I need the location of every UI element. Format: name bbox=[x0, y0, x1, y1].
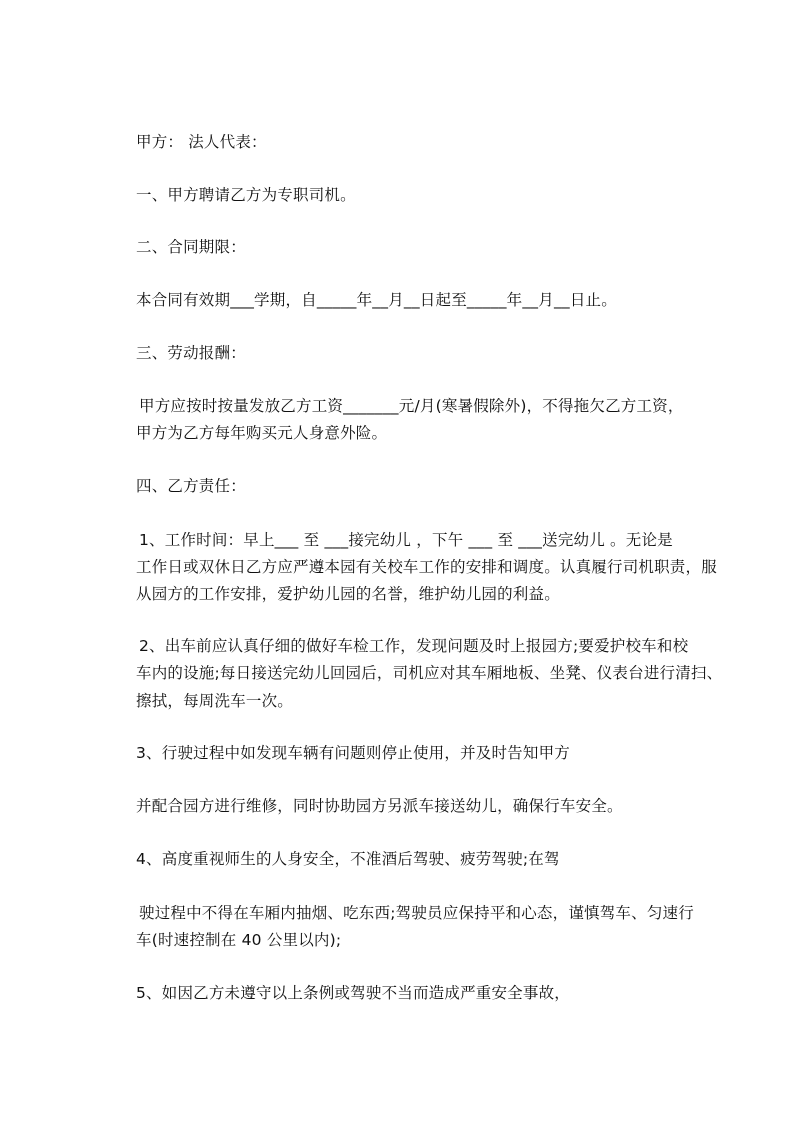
salary-line-2: 甲方为乙方每年购买元人身意外险。 bbox=[136, 424, 388, 442]
duty-2-line-1: 2、出车前应认真仔细的做好车检工作，发现问题及时上报园方;要爱护校车和校 bbox=[139, 637, 689, 655]
clause-4-heading: 四、乙方责任： bbox=[136, 477, 246, 495]
duty-2-line-2: 车内的设施;每日接送完幼儿回园后，司机应对其车厢地板、坐凳、仪表台进行清扫、 bbox=[136, 664, 723, 682]
clause-3-heading: 三、劳动报酬： bbox=[136, 344, 246, 362]
duty-3-line-1: 3、行驶过程中如发现车辆有问题则停止使用，并及时告知甲方 bbox=[136, 744, 570, 762]
duty-3-line-2: 并配合园方进行维修，同时协助园方另派车接送幼儿，确保行车安全。 bbox=[136, 797, 623, 815]
duty-2-line-3: 擦拭，每周洗车一次。 bbox=[136, 692, 294, 710]
duty-4-line-2: 驶过程中不得在车厢内抽烟、吃东西;驾驶员应保持平和心态，谨慎驾车、匀速行 bbox=[139, 904, 694, 922]
contract-term-line: 本合同有效期___学期，自_____年__月__日起至_____年__月__日止。 bbox=[136, 291, 617, 309]
duty-5-line-1: 5、如因乙方未遵守以上条例或驾驶不当而造成严重安全事故， bbox=[136, 984, 570, 1002]
duty-4-line-3: 车(时速控制在 40 公里以内); bbox=[136, 931, 342, 949]
duty-1-line-2: 工作日或双休日乙方应严遵本园有关校车工作的安排和调度。认真履行司机职责，服 bbox=[136, 558, 717, 576]
duty-1-line-3: 从园方的工作安排，爱护幼儿园的名誉，维护幼儿园的利益。 bbox=[136, 585, 560, 603]
duty-4-line-1: 4、高度重视师生的人身安全，不准酒后驾驶、疲劳驾驶;在驾 bbox=[136, 850, 560, 868]
clause-1: 一、甲方聘请乙方为专职司机。 bbox=[136, 186, 356, 204]
party-a-line: 甲方： 法人代表： bbox=[136, 133, 267, 151]
duty-1-line-1: 1、工作时间：早上___ 至 ___接完幼儿 ，下午 ___ 至 ___送完幼儿 。无论是 bbox=[139, 531, 673, 549]
clause-2-heading: 二、合同期限： bbox=[136, 238, 246, 256]
salary-line-1: 甲方应按时按量发放乙方工资_______元/月(寒暑假除外)，不得拖欠乙方工资， bbox=[139, 397, 684, 415]
